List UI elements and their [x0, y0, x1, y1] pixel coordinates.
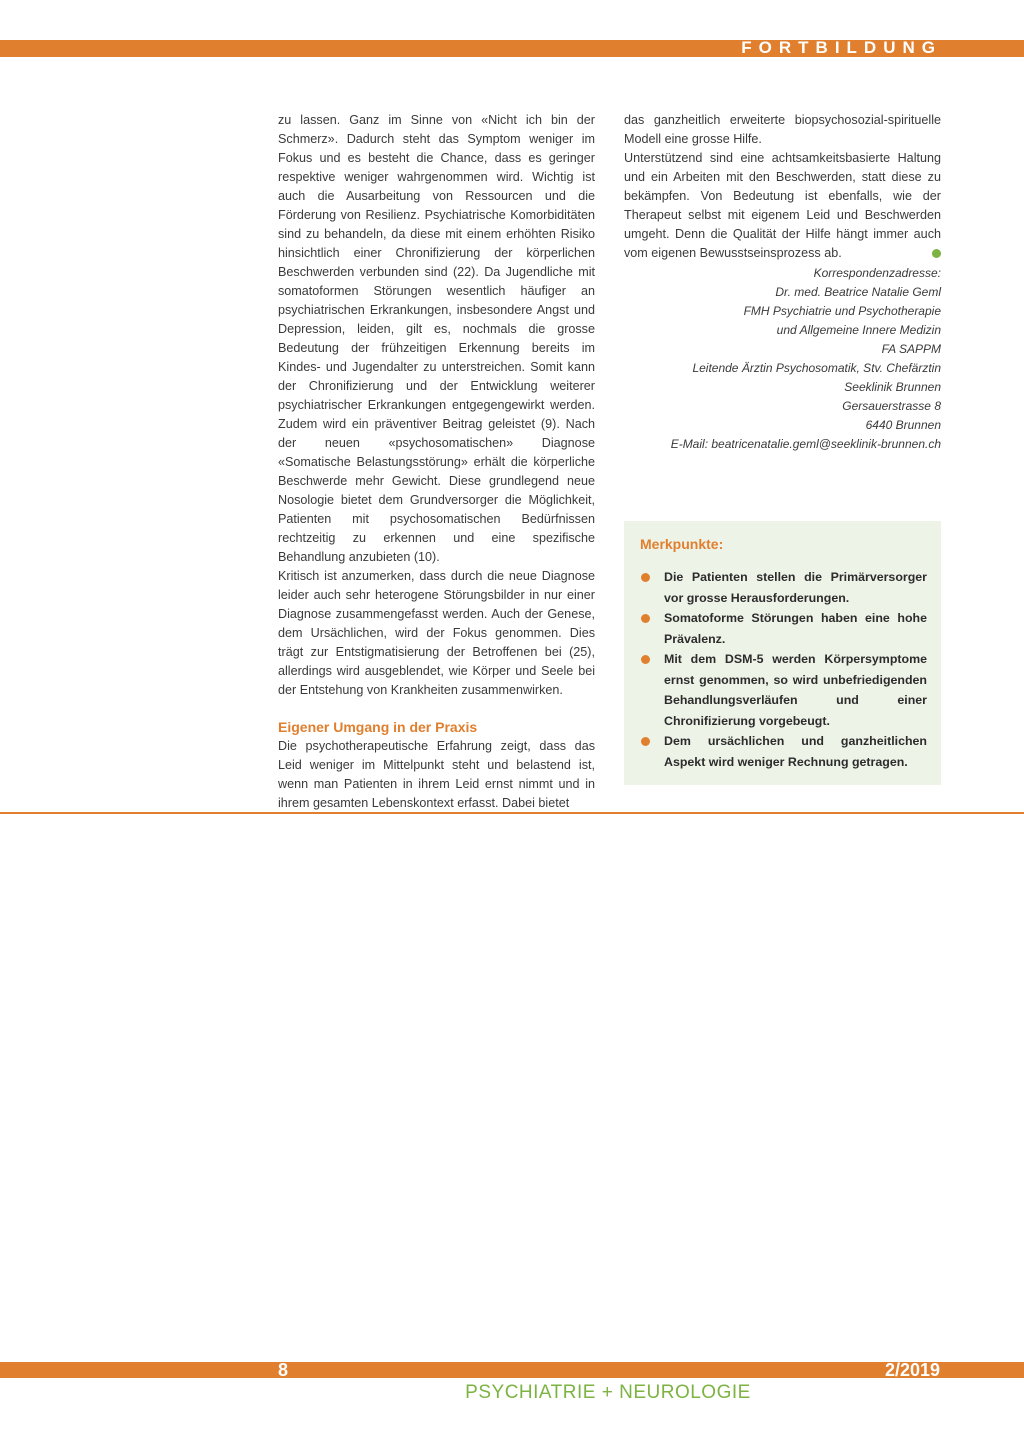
- bullet-icon: [641, 614, 650, 623]
- list-item: [640, 649, 927, 731]
- contact-line: und Allgemeine Innere Medizin: [776, 323, 941, 337]
- section-divider: [0, 812, 1024, 814]
- body-paragraph: Kritisch ist anzumerken, dass durch die neue Diagnose leider auch sehr heterogene Störungsbilder in nur einer Diagnose zusammengefasst werden. Auch der Genese, dem Ursächlichen, wird der Fokus genommen. Dies trägt zur Entstigmatisierung der Betroffenen bei (25), allerdings wird ausgeblendet, wie Körper und Seele bei der Entstehung von Krankheiten zusammenwirken.: [278, 569, 595, 697]
- contact-line: FA SAPPM: [881, 342, 941, 356]
- end-of-article-icon: [932, 249, 941, 258]
- section-label: FORTBILDUNG: [741, 38, 942, 57]
- contact-line: Seeklinik Brunnen: [844, 380, 941, 394]
- keypoints-title: Merkpunkte:: [640, 536, 724, 552]
- bullet-icon: [641, 573, 650, 582]
- left-column: [278, 111, 595, 813]
- contact-line: Korrespondenzadresse:: [813, 266, 941, 280]
- contact-line: Gersauerstrasse 8: [842, 399, 941, 413]
- contact-line: Dr. med. Beatrice Natalie Geml: [775, 285, 941, 299]
- journal-title: PSYCHIATRIE + NEUROLOGIE: [465, 1382, 751, 1403]
- body-paragraph: das ganzheitlich erweiterte biopsychosozial-spirituelle Modell eine grosse Hilfe.: [624, 113, 941, 146]
- section-heading: Eigener Umgang in der Praxis: [278, 719, 478, 735]
- contact-line: FMH Psychiatrie und Psychotherapie: [743, 304, 941, 318]
- contact-line: Leitende Ärztin Psychosomatik, Stv. Chefärztin: [692, 361, 941, 375]
- page-number: 8: [278, 1360, 289, 1380]
- keypoint-text: Die Patienten stellen die Primärversorger vor grosse Herausforderungen.: [664, 570, 927, 605]
- bullet-icon: [641, 655, 650, 664]
- keypoint-text: Dem ursächlichen und ganzheitlichen Aspekt wird weniger Rechnung getragen.: [664, 734, 927, 769]
- contact-email: E-Mail: beatricenatalie.geml@seeklinik-brunnen.ch: [670, 437, 941, 451]
- footer-bar: [0, 1362, 1024, 1378]
- list-item: [640, 731, 927, 772]
- bullet-icon: [641, 737, 650, 746]
- keypoint-text: Mit dem DSM-5 werden Körpersymptome ernst genommen, so wird unbefriedigenden Behandlungsverläufen und einer Chronifizierung vorgebeugt.: [664, 652, 927, 728]
- keypoints-list: [640, 567, 927, 772]
- correspondence-address: [624, 264, 941, 454]
- list-item: [640, 608, 927, 649]
- body-paragraph: zu lassen. Ganz im Sinne von «Nicht ich bin der Schmerz». Dadurch steht das Symptom weniger im Fokus und es besteht die Chance, dass es geringer respektive weniger wahrgenommen wird. Wichtig ist auch die Ausarbeitung von Ressourcen und die Förderung von Resilienz. Psychiatrische Komorbiditäten sind zu behandeln, da diese mit einem erhöhten Risiko hinsichtlich einer Chronifizierung der körperlichen Beschwerden verbunden sind (22). Da Jugendliche mit somatoformen Störungen wesentlich häufiger an psychiatrischen Erkrankungen, insbesondere Angst und Depression, leiden, gilt es, nochmals die grosse Bedeutung der frühzeitigen Erkennung bereits im Kindes- und Jugendalter zu unterstreichen. Somit kann der Chronifizierung und der Entwicklung weiterer psychiatrischer Erkrankungen entgegengewirkt werden. Zudem wird ein präventiver Beitrag geleistet (9). Nach der neuen «psychosomatischen» Diagnose «Somatische Belastungsstörung» erhält die körperliche Beschwerde mehr Gewicht. Diese grundlegend neue Nosologie bietet dem Grundversorger die Möglichkeit, Patienten mit psychosomatischen Bedürfnissen rechtzeitig zu erkennen und eine spezifische Behandlung anzubieten (10).: [278, 113, 595, 564]
- issue-number: 2/2019: [884, 1360, 940, 1380]
- keypoint-text: Somatoforme Störungen haben eine hohe Prävalenz.: [664, 611, 927, 646]
- keypoints-box: [624, 521, 941, 785]
- body-paragraph: [624, 149, 941, 263]
- body-paragraph-text: Unterstützend sind eine achtsamkeitsbasierte Haltung und ein Arbeiten mit den Beschwerden, statt diese zu bekämpfen. Von Bedeutung ist ebenfalls, wie der Therapeut selbst mit eigenem Leid und Beschwerden umgeht. Denn die Qualität der Hilfe hängt immer auch vom eigenen Bewusstseinsprozess ab.: [624, 151, 941, 260]
- list-item: [640, 567, 927, 608]
- body-paragraph: Die psychotherapeutische Erfahrung zeigt, dass das Leid weniger im Mittelpunkt steht und belastend ist, wenn man Patienten in ihrem Leid ernst nimmt und in ihrem gesamten Lebenskontext erfasst. Dabei bietet: [278, 739, 595, 810]
- contact-line: 6440 Brunnen: [865, 418, 941, 432]
- right-column: [624, 111, 941, 454]
